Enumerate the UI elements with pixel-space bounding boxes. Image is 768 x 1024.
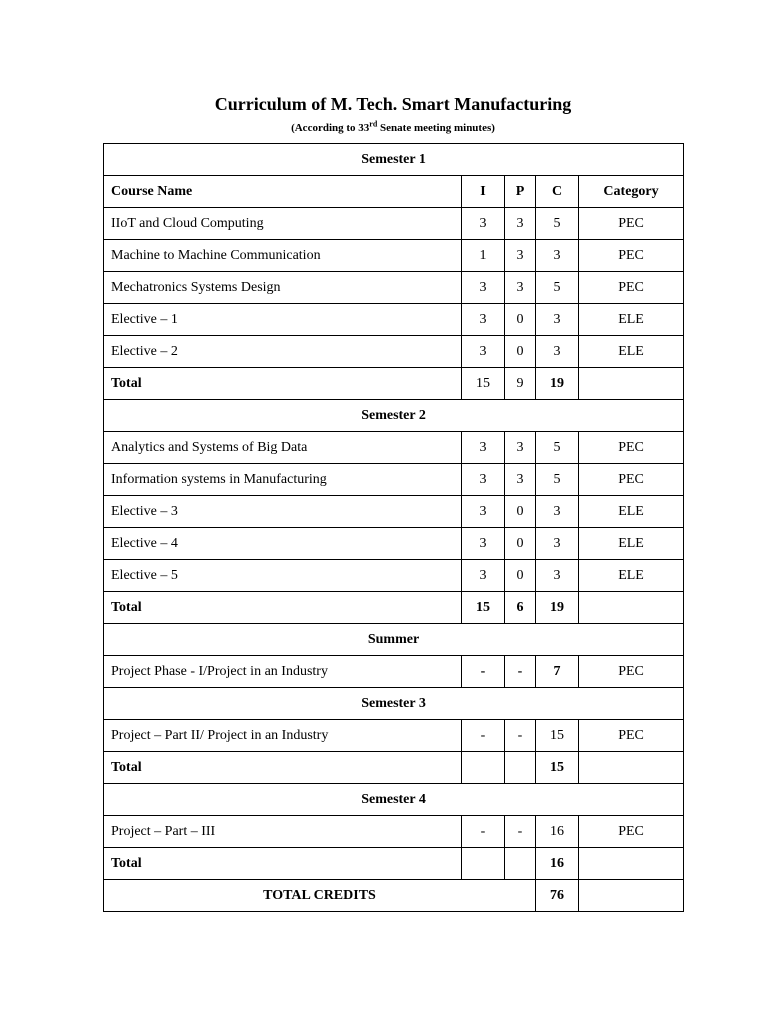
total-p: 6 bbox=[505, 592, 536, 624]
i-value: 3 bbox=[462, 560, 505, 592]
course-name: Elective – 2 bbox=[104, 336, 462, 368]
total-label: Total bbox=[104, 848, 462, 880]
total-category-empty bbox=[579, 368, 684, 400]
c-value: 5 bbox=[536, 272, 579, 304]
p-value: - bbox=[505, 720, 536, 752]
i-value: 3 bbox=[462, 272, 505, 304]
c-value: 3 bbox=[536, 240, 579, 272]
i-value: 3 bbox=[462, 336, 505, 368]
category-value: ELE bbox=[579, 304, 684, 336]
page-title: Curriculum of M. Tech. Smart Manufacturing bbox=[214, 94, 572, 114]
total-row bbox=[104, 368, 684, 400]
p-value: 0 bbox=[505, 560, 536, 592]
total-i-empty bbox=[462, 752, 505, 784]
table-row bbox=[104, 272, 684, 304]
subtitle-text: (According to 33 bbox=[291, 122, 370, 134]
category-value: PEC bbox=[579, 432, 684, 464]
course-name: Project – Part II/ Project in an Industry bbox=[104, 720, 462, 752]
c-value: 3 bbox=[536, 304, 579, 336]
category-value: PEC bbox=[579, 272, 684, 304]
semester-3-heading: Semester 3 bbox=[104, 688, 684, 720]
semester-heading-row bbox=[104, 400, 684, 432]
p-value: 3 bbox=[505, 272, 536, 304]
total-c: 19 bbox=[536, 592, 579, 624]
p-value: 0 bbox=[505, 336, 536, 368]
category-value: PEC bbox=[579, 464, 684, 496]
total-i: 15 bbox=[462, 368, 505, 400]
table-row bbox=[104, 560, 684, 592]
c-value: 15 bbox=[536, 720, 579, 752]
course-name: IIoT and Cloud Computing bbox=[104, 208, 462, 240]
total-c: 15 bbox=[536, 752, 579, 784]
grand-total-category-empty bbox=[579, 880, 684, 912]
category-value: PEC bbox=[579, 208, 684, 240]
semester-heading-row bbox=[104, 144, 684, 176]
total-row bbox=[104, 752, 684, 784]
category-value: PEC bbox=[579, 240, 684, 272]
category-value: ELE bbox=[579, 560, 684, 592]
course-name: Information systems in Manufacturing bbox=[104, 464, 462, 496]
total-c: 19 bbox=[536, 368, 579, 400]
course-name: Analytics and Systems of Big Data bbox=[104, 432, 462, 464]
table-row bbox=[104, 816, 684, 848]
table-row bbox=[104, 528, 684, 560]
header-course-name: Course Name bbox=[104, 176, 462, 208]
column-header-row bbox=[104, 176, 684, 208]
table-row bbox=[104, 464, 684, 496]
p-value: 3 bbox=[505, 432, 536, 464]
grand-total-row bbox=[104, 880, 684, 912]
summer-heading: Summer bbox=[104, 624, 684, 656]
total-row bbox=[104, 592, 684, 624]
total-row bbox=[104, 848, 684, 880]
total-category-empty bbox=[579, 752, 684, 784]
header-p: P bbox=[505, 176, 536, 208]
p-value: 3 bbox=[505, 464, 536, 496]
total-label: Total bbox=[104, 752, 462, 784]
table-row bbox=[104, 208, 684, 240]
course-name: Elective – 5 bbox=[104, 560, 462, 592]
table-row bbox=[104, 656, 684, 688]
i-value: - bbox=[462, 720, 505, 752]
total-credits-label: TOTAL CREDITS bbox=[104, 880, 536, 912]
category-value: ELE bbox=[579, 496, 684, 528]
total-i-empty bbox=[462, 848, 505, 880]
c-value: 3 bbox=[536, 560, 579, 592]
i-value: 3 bbox=[462, 496, 505, 528]
c-value: 7 bbox=[536, 656, 579, 688]
course-name: Elective – 3 bbox=[104, 496, 462, 528]
i-value: 3 bbox=[462, 528, 505, 560]
curriculum-table bbox=[103, 143, 684, 912]
semester-4-heading: Semester 4 bbox=[104, 784, 684, 816]
table-row bbox=[104, 240, 684, 272]
i-value: 3 bbox=[462, 464, 505, 496]
semester-1-heading: Semester 1 bbox=[104, 144, 684, 176]
course-name: Elective – 4 bbox=[104, 528, 462, 560]
table-row bbox=[104, 432, 684, 464]
p-value: 3 bbox=[505, 208, 536, 240]
c-value: 3 bbox=[536, 528, 579, 560]
category-value: ELE bbox=[579, 336, 684, 368]
total-credits-value: 76 bbox=[536, 880, 579, 912]
i-value: 3 bbox=[462, 432, 505, 464]
total-c: 16 bbox=[536, 848, 579, 880]
category-value: PEC bbox=[579, 816, 684, 848]
table-row bbox=[104, 496, 684, 528]
course-name: Mechatronics Systems Design bbox=[104, 272, 462, 304]
total-label: Total bbox=[104, 368, 462, 400]
subtitle-superscript: rd bbox=[369, 119, 378, 129]
i-value: 1 bbox=[462, 240, 505, 272]
course-name: Machine to Machine Communication bbox=[104, 240, 462, 272]
p-value: - bbox=[505, 816, 536, 848]
semester-heading-row bbox=[104, 688, 684, 720]
table-row bbox=[104, 336, 684, 368]
semester-2-heading: Semester 2 bbox=[104, 400, 684, 432]
header-c: C bbox=[536, 176, 579, 208]
table-row bbox=[104, 304, 684, 336]
c-value: 5 bbox=[536, 208, 579, 240]
header-i: I bbox=[462, 176, 505, 208]
i-value: - bbox=[462, 656, 505, 688]
semester-heading-row bbox=[104, 784, 684, 816]
header-category: Category bbox=[579, 176, 684, 208]
semester-heading-row bbox=[104, 624, 684, 656]
total-i: 15 bbox=[462, 592, 505, 624]
total-label: Total bbox=[104, 592, 462, 624]
c-value: 3 bbox=[536, 496, 579, 528]
course-name: Project Phase - I/Project in an Industry bbox=[104, 656, 462, 688]
course-name: Project – Part – III bbox=[104, 816, 462, 848]
c-value: 16 bbox=[536, 816, 579, 848]
i-value: 3 bbox=[462, 208, 505, 240]
p-value: 3 bbox=[505, 240, 536, 272]
table-row bbox=[104, 720, 684, 752]
total-p-empty bbox=[505, 752, 536, 784]
total-category-empty bbox=[579, 592, 684, 624]
p-value: 0 bbox=[505, 496, 536, 528]
total-category-empty bbox=[579, 848, 684, 880]
category-value: PEC bbox=[579, 720, 684, 752]
subtitle-text-end: Senate meeting minutes) bbox=[377, 122, 495, 134]
p-value: 0 bbox=[505, 304, 536, 336]
i-value: 3 bbox=[462, 304, 505, 336]
p-value: - bbox=[505, 656, 536, 688]
page-subtitle bbox=[0, 120, 768, 136]
total-p-empty bbox=[505, 848, 536, 880]
c-value: 3 bbox=[536, 336, 579, 368]
course-name: Elective – 1 bbox=[104, 304, 462, 336]
total-p: 9 bbox=[505, 368, 536, 400]
c-value: 5 bbox=[536, 432, 579, 464]
p-value: 0 bbox=[505, 528, 536, 560]
i-value: - bbox=[462, 816, 505, 848]
category-value: ELE bbox=[579, 528, 684, 560]
c-value: 5 bbox=[536, 464, 579, 496]
category-value: PEC bbox=[579, 656, 684, 688]
